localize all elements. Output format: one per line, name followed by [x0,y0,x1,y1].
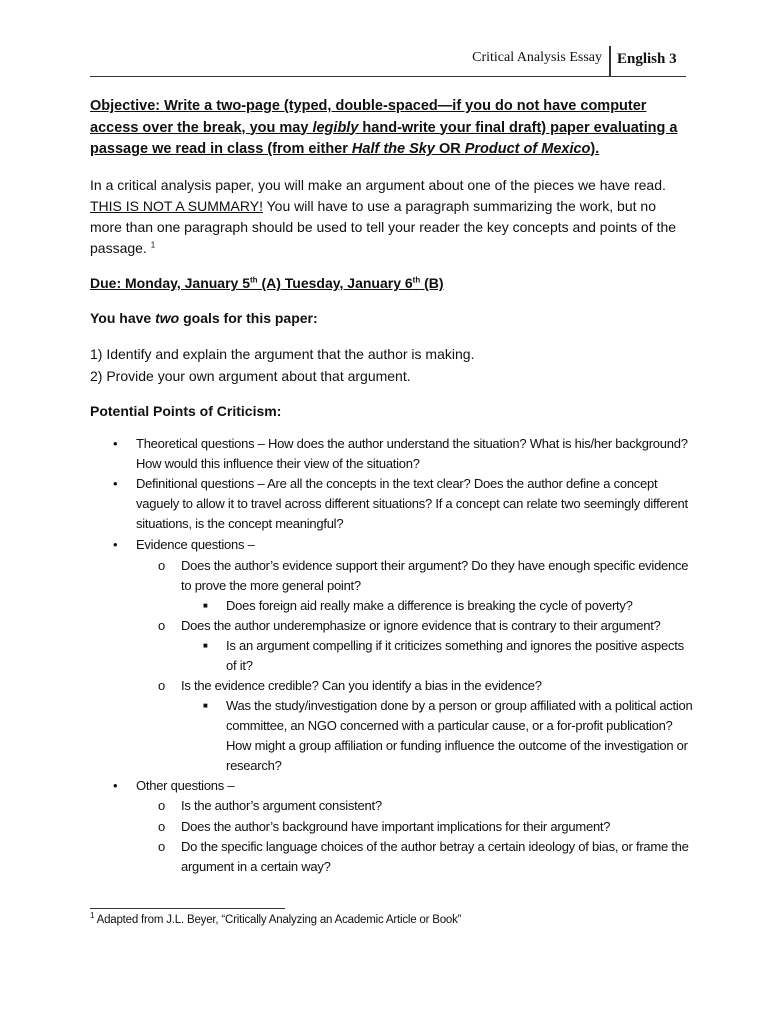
goals-two: two [155,310,180,326]
goals-heading [90,308,690,329]
list-item: Does the author’s background have important implications for their argument? [181,819,611,834]
intro-paragraph [90,175,690,259]
sub-bullet-marker: o [158,618,166,633]
header-subject: English 3 [617,51,677,67]
objective-paragraph [90,96,690,161]
list-item-other: Other questions – [136,778,235,793]
sub-sub-bullet-marker: ■ [203,701,208,710]
sub-bullet-marker: o [158,819,166,834]
header-rule [90,76,686,77]
sub-bullet-marker: o [158,798,166,813]
objective-or: OR [434,141,465,157]
list-item: Does foreign aid really make a difference is breaking the cycle of poverty? [226,598,633,613]
bullet-marker: • [113,537,118,552]
intro-emphasis: THIS IS NOT A SUMMARY! [90,198,263,214]
header-title: Critical Analysis Essay [472,50,602,65]
due-text-3: (B) [420,275,444,291]
sub-bullet-marker: o [158,558,166,573]
list-item-evidence: Evidence questions – [136,537,255,552]
criticism-heading: Potential Points of Criticism: [90,403,282,419]
due-text-1: Due: Monday, January 5 [90,275,251,291]
list-item: Is the author’s argument consistent? [181,798,382,813]
footnote-rule [90,908,285,909]
due-text-2: (A) Tuesday, January 6 [257,275,413,291]
book-title-product-of-mexico: Product of Mexico [464,141,591,157]
goals-pre: You have [90,310,156,326]
bullet-marker: • [113,778,118,793]
footnote [90,911,462,926]
objective-end: ). [590,141,600,157]
list-item: Does the author underemphasize or ignore evidence that is contrary to their argument? [181,618,661,633]
bullet-marker: • [113,436,118,451]
due-sup-2: th [412,275,421,285]
intro-text-2: You will have to use a paragraph summarizing the work, but no more than one paragraph should be used to tell your reader the key concepts and points of the passage. [90,198,677,256]
goal-item: 2) Provide your own argument about that argument. [90,368,411,384]
list-item-theoretical: Theoretical questions – How does the author understand the situation? What is his/her background? How would this influence their view of the situation? [136,436,688,471]
goal-item: 1) Identify and explain the argument that the author is making. [90,346,475,362]
list-item: Is an argument compelling if it criticizes something and ignores the positive aspects of it? [226,638,684,673]
list-item: Is the evidence credible? Can you identify a bias in the evidence? [181,678,542,693]
objective-legibly: legibly [312,119,359,136]
footnote-reference: 1 [150,240,156,250]
footnote-number: 1 [90,911,95,921]
objective-text-2: hand-write your final draft) paper evaluating a passage we read in class (from either [90,119,678,157]
intro-text-1: In a critical analysis paper, you will make an argument about one of the pieces we have read. [90,177,666,193]
footnote-text: Adapted from J.L. Beyer, “Critically Analyzing an Academic Article or Book” [94,914,462,926]
objective-text-1: Objective: Write a two-page (typed, double-spaced—if you do not have computer access over the break, you may [90,98,647,136]
list-item: Does the author’s evidence support their argument? Do they have enough specific evidence to prove the more general point? [181,558,689,593]
sub-bullet-marker: o [158,839,166,854]
sub-sub-bullet-marker: ■ [203,601,208,610]
bullet-marker: • [113,476,118,491]
goals-post: goals for this paper: [179,310,318,326]
sub-bullet-marker: o [158,678,166,693]
list-item-definitional: Definitional questions – Are all the concepts in the text clear? Does the author define a concept vaguely to allow it to travel across different situations? If a concept can relate two seemingly different situations, is the concept meaningful? [136,476,688,531]
header-divider [609,46,611,77]
due-date [90,273,690,294]
sub-sub-bullet-marker: ■ [203,641,208,650]
due-sup-1: th [250,275,258,285]
book-title-half-the-sky: Half the Sky [351,141,435,157]
list-item: Was the study/investigation done by a person or group affiliated with a political action committee, an NGO concerned with a particular cause, or a for-profit publication? How might a group affiliation or funding influence the outcome of the investigation or research? [226,698,693,773]
list-item: Do the specific language choices of the author betray a certain ideology of bias, or frame the argument in a certain way? [181,839,689,874]
